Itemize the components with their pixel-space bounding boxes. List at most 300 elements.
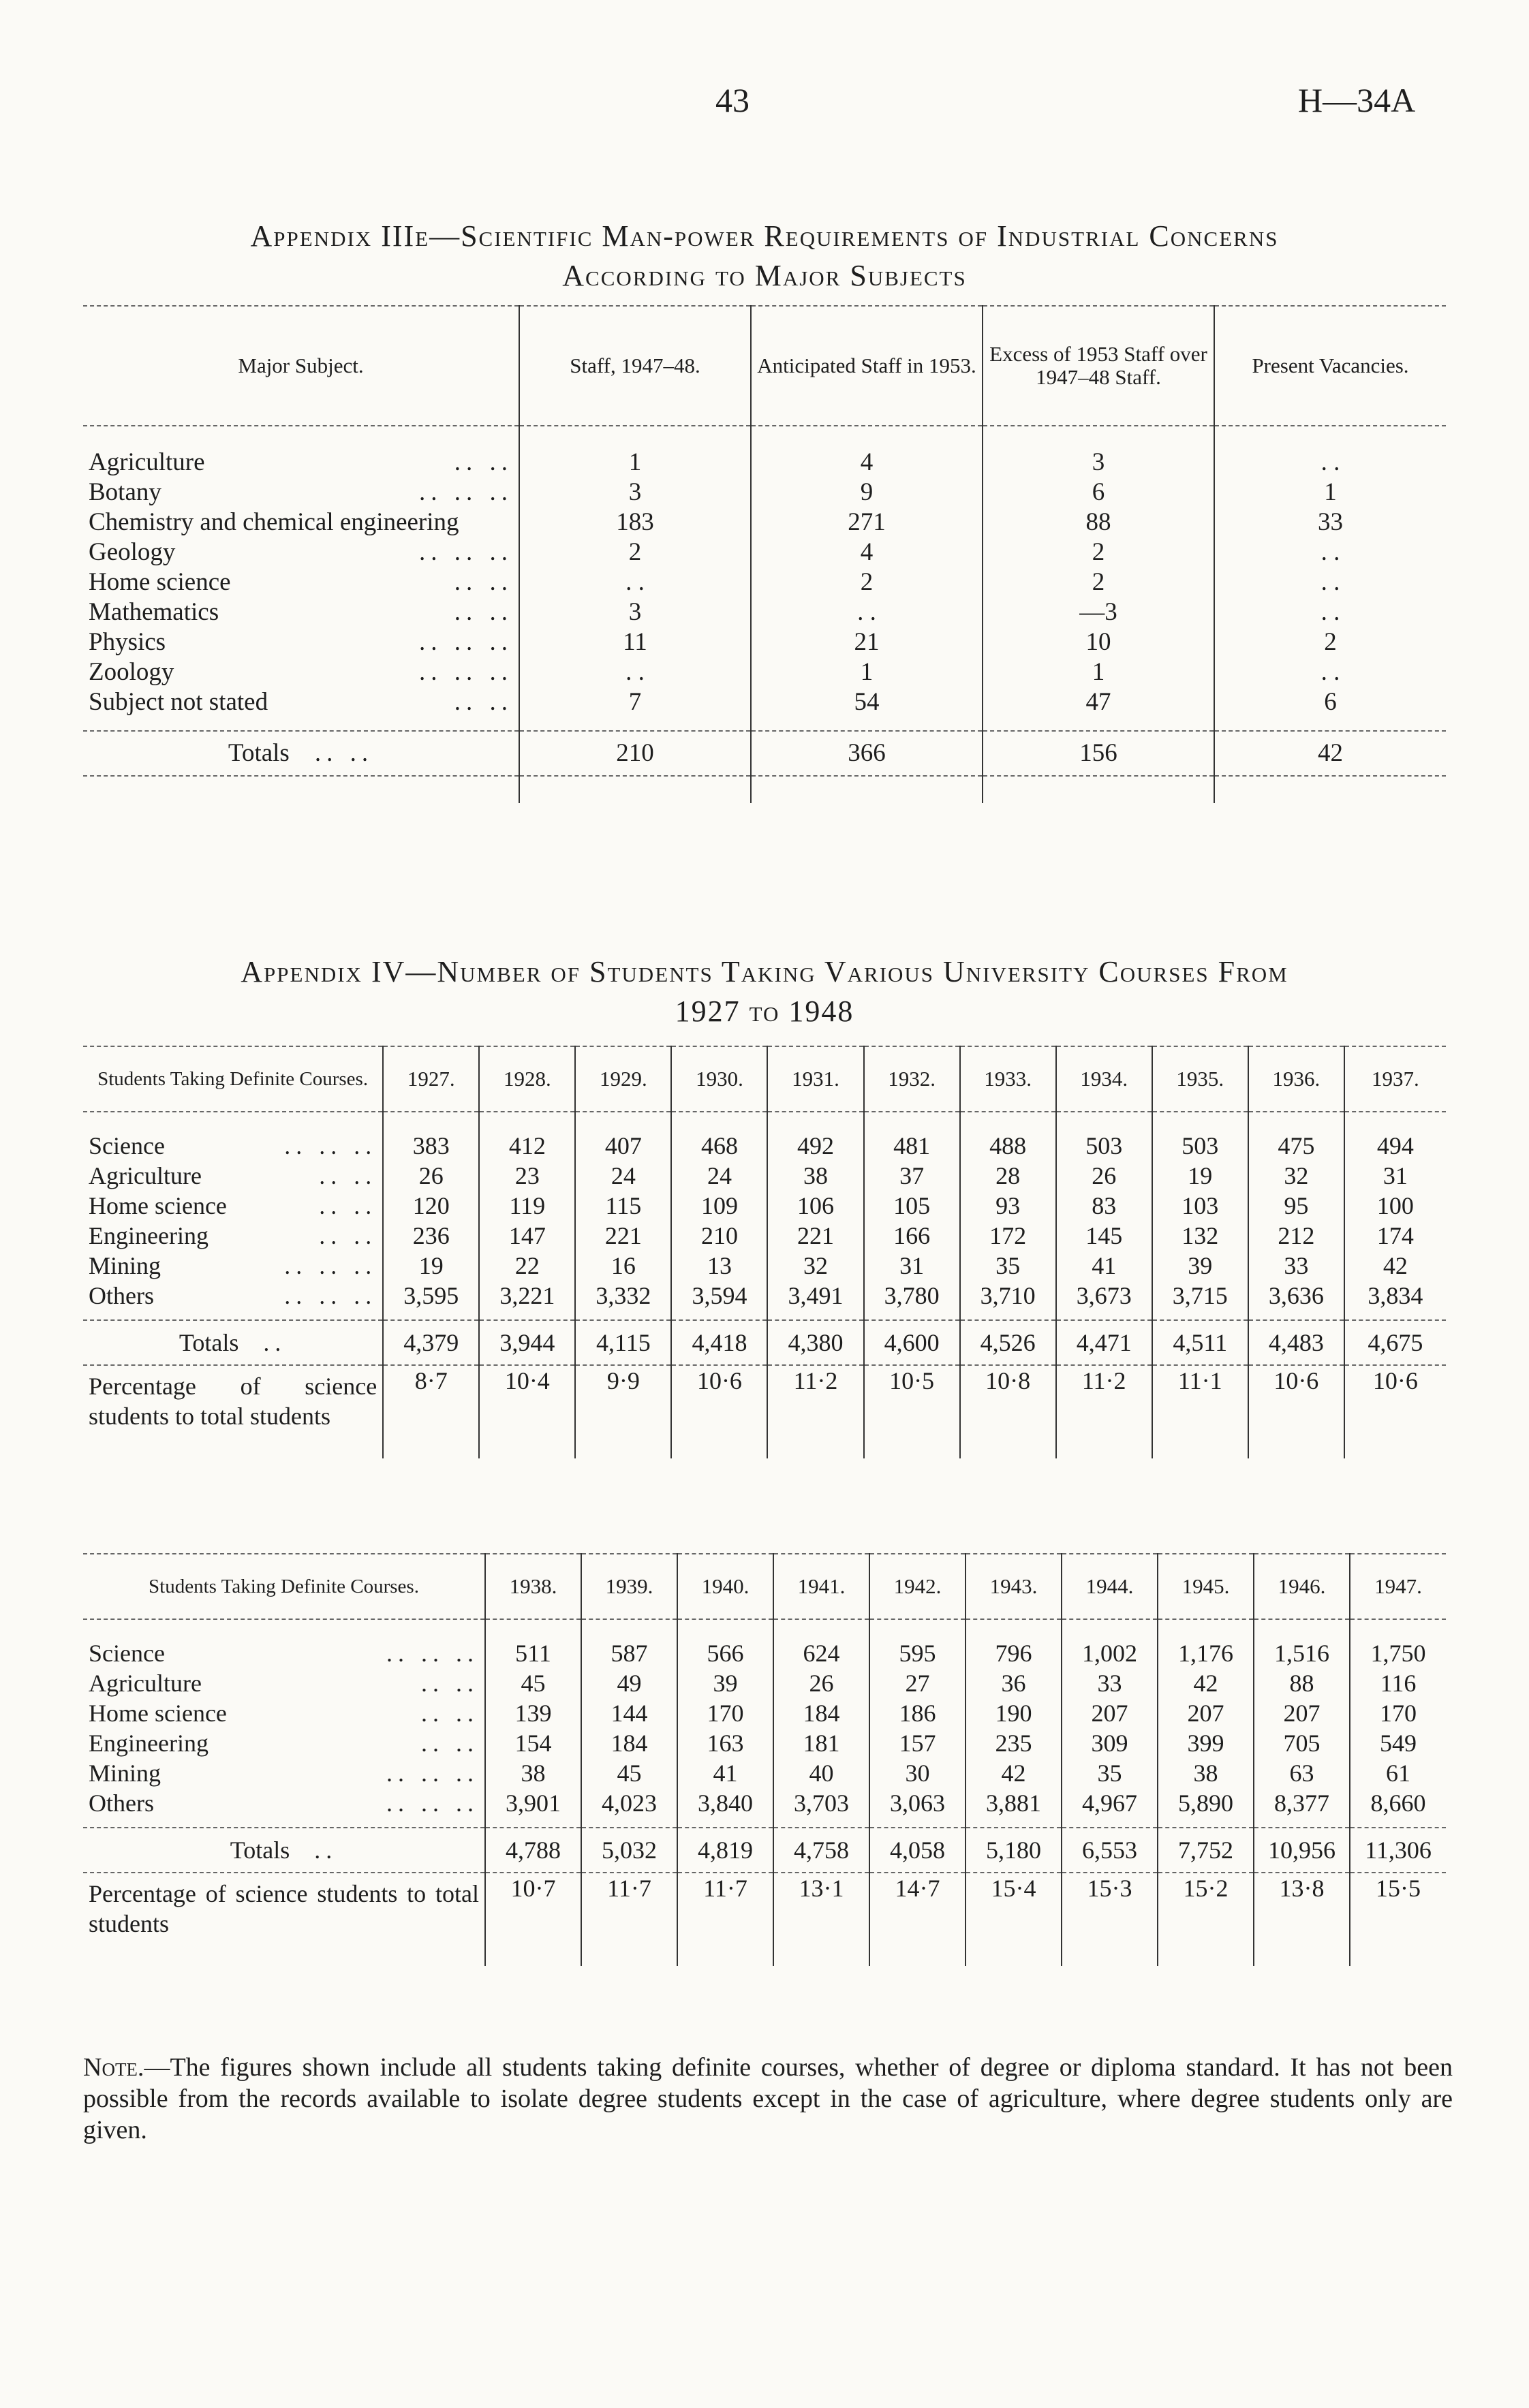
note-label: Note. — [83, 2053, 144, 2082]
cell: 183 — [519, 507, 751, 537]
table-row: Agriculture .. .. 26 23 24 24 38 37 28 26 19 32 31 — [83, 1161, 1446, 1191]
header-label: Students Taking Definite Courses. — [149, 1576, 419, 1597]
cell: 2 — [983, 567, 1214, 597]
cell: 106 — [767, 1191, 863, 1221]
cell: 10·8 — [960, 1365, 1056, 1431]
cell: 26 — [1056, 1161, 1152, 1191]
cell: 39 — [677, 1668, 773, 1698]
cell: 7,752 — [1158, 1828, 1254, 1873]
cell: 468 — [671, 1131, 767, 1161]
cell: 494 — [1344, 1131, 1446, 1161]
cell: 9·9 — [575, 1365, 671, 1431]
cell: 4,023 — [581, 1788, 677, 1818]
cell: 624 — [773, 1638, 869, 1668]
year-header: 1931. — [767, 1046, 863, 1112]
cell: 28 — [960, 1161, 1056, 1191]
cell: 4,526 — [960, 1320, 1056, 1365]
cell: 549 — [1350, 1728, 1446, 1758]
cell: 221 — [575, 1221, 671, 1251]
cell: 705 — [1254, 1728, 1350, 1758]
header-staff-1947: Staff, 1947–48. — [519, 306, 751, 426]
cell: 9 — [751, 478, 983, 507]
cell: 399 — [1158, 1728, 1254, 1758]
cell: 35 — [960, 1251, 1056, 1281]
cell: 4,058 — [869, 1828, 966, 1873]
cell: . . — [519, 657, 751, 687]
cell: 10·6 — [671, 1365, 767, 1431]
cell: 511 — [485, 1638, 581, 1668]
year-header-row — [83, 1554, 1446, 1619]
cell: 100 — [1344, 1191, 1446, 1221]
cell: 38 — [485, 1758, 581, 1788]
table-row: Agriculture .. .. 45 49 39 26 27 36 33 42 88 116 — [83, 1668, 1446, 1698]
row-label: Chemistry and chemical engineering — [89, 508, 459, 536]
cell: 154 — [485, 1728, 581, 1758]
cell: 210 — [519, 731, 751, 776]
cell: 1,516 — [1254, 1638, 1350, 1668]
cell: 3,780 — [864, 1281, 960, 1311]
row-label: Science — [89, 1640, 165, 1667]
table-row: Mining .. .. .. 38 45 41 40 30 42 35 38 63 61 — [83, 1758, 1446, 1788]
cell: 492 — [767, 1131, 863, 1161]
cell: 10·6 — [1248, 1365, 1344, 1431]
cell: 407 — [575, 1131, 671, 1161]
table-row: Home science .. .. 120 119 115 109 106 105 93 83 103 95 100 — [83, 1191, 1446, 1221]
cell: 16 — [575, 1251, 671, 1281]
cell: 2 — [751, 567, 983, 597]
cell: 10·7 — [485, 1873, 581, 1939]
cell: 5,032 — [581, 1828, 677, 1873]
cell: 271 — [751, 507, 983, 537]
year-header-row — [83, 1046, 1446, 1112]
cell: 19 — [1152, 1161, 1248, 1191]
cell: 212 — [1248, 1221, 1344, 1251]
cell: 115 — [575, 1191, 671, 1221]
cell: 1,750 — [1350, 1638, 1446, 1668]
cell: 3,901 — [485, 1788, 581, 1818]
cell: 139 — [485, 1698, 581, 1728]
cell: 2 — [983, 537, 1214, 567]
cell: 11·7 — [677, 1873, 773, 1939]
table-row: Mathematics .. .. 3 . . —3 . . — [83, 597, 1446, 627]
cell: 488 — [960, 1131, 1056, 1161]
header-label: Students Taking Definite Courses. — [97, 1068, 369, 1090]
cell: 595 — [869, 1638, 966, 1668]
cell: 109 — [671, 1191, 767, 1221]
cell: 4,967 — [1062, 1788, 1158, 1818]
cell: 210 — [671, 1221, 767, 1251]
cell: 8,377 — [1254, 1788, 1350, 1818]
row-label: Mining — [89, 1252, 161, 1279]
cell: 8·7 — [383, 1365, 479, 1431]
cell: 3,840 — [677, 1788, 773, 1818]
cell: 15·2 — [1158, 1873, 1254, 1939]
cell: 4,483 — [1248, 1320, 1344, 1365]
row-label: Zoology — [89, 658, 174, 686]
cell: 412 — [479, 1131, 575, 1161]
cell: 207 — [1158, 1698, 1254, 1728]
cell: 11 — [519, 627, 751, 657]
cell: 1 — [983, 657, 1214, 687]
row-label: Science — [89, 1132, 165, 1159]
cell: 503 — [1056, 1131, 1152, 1161]
totals-label: Totals — [230, 1836, 290, 1864]
cell: 13·1 — [773, 1873, 869, 1939]
cell: 24 — [575, 1161, 671, 1191]
cell: 11·1 — [1152, 1365, 1248, 1431]
year-header: 1930. — [671, 1046, 767, 1112]
year-header: 1929. — [575, 1046, 671, 1112]
cell: 10·6 — [1344, 1365, 1446, 1431]
table-row: Geology .. .. .. 2 4 2 . . — [83, 537, 1446, 567]
cell: 83 — [1056, 1191, 1152, 1221]
cell: 1 — [519, 448, 751, 478]
cell: 3,715 — [1152, 1281, 1248, 1311]
cell: 8,660 — [1350, 1788, 1446, 1818]
year-header: 1947. — [1350, 1554, 1446, 1619]
cell: 4,788 — [485, 1828, 581, 1873]
cell: 30 — [869, 1758, 966, 1788]
cell: 366 — [751, 731, 983, 776]
year-header: 1933. — [960, 1046, 1056, 1112]
cell: 6 — [983, 478, 1214, 507]
cell: 23 — [479, 1161, 575, 1191]
cell: 3,491 — [767, 1281, 863, 1311]
cell: 3,594 — [671, 1281, 767, 1311]
cell: 11,306 — [1350, 1828, 1446, 1873]
table-row: Science .. .. .. 511 587 566 624 595 796 1,002 1,176 1,516 1,750 — [83, 1638, 1446, 1668]
year-header: 1936. — [1248, 1046, 1344, 1112]
table-row: Engineering .. .. 154 184 163 181 157 235 309 399 705 549 — [83, 1728, 1446, 1758]
cell: 3,944 — [479, 1320, 575, 1365]
cell: 15·4 — [966, 1873, 1062, 1939]
cell: 45 — [581, 1758, 677, 1788]
cell: 3 — [983, 448, 1214, 478]
cell: 42 — [1214, 731, 1446, 776]
cell: 4,418 — [671, 1320, 767, 1365]
cell: 31 — [1344, 1161, 1446, 1191]
table-row: Agriculture .. .. 1 4 3 . . — [83, 448, 1446, 478]
table-row: Zoology .. .. .. . . 1 1 . . — [83, 657, 1446, 687]
cell: 170 — [1350, 1698, 1446, 1728]
cell: 19 — [383, 1251, 479, 1281]
row-label: Botany — [89, 478, 161, 506]
percentage-label: Percentage of science students to total students — [89, 1880, 479, 1937]
cell: 27 — [869, 1668, 966, 1698]
table-row: Engineering .. .. 236 147 221 210 221 166 172 145 132 212 174 — [83, 1221, 1446, 1251]
header-anticipated-1953: Anticipated Staff in 1953. — [751, 306, 983, 426]
cell: 5,890 — [1158, 1788, 1254, 1818]
cell: 5,180 — [966, 1828, 1062, 1873]
table-row: Botany .. .. .. 3 9 6 1 — [83, 478, 1446, 507]
cell: 4,600 — [864, 1320, 960, 1365]
table-row — [83, 507, 1446, 537]
cell: 45 — [485, 1668, 581, 1698]
cell: 13 — [671, 1251, 767, 1281]
appendix4-table-1927-1937 — [83, 1046, 1446, 1458]
cell: 105 — [864, 1191, 960, 1221]
cell: 40 — [773, 1758, 869, 1788]
cell: 3,703 — [773, 1788, 869, 1818]
row-label: Agriculture — [89, 1162, 202, 1189]
cell: 15·3 — [1062, 1873, 1158, 1939]
cell: 54 — [751, 687, 983, 717]
cell: 42 — [1158, 1668, 1254, 1698]
cell: 3,595 — [383, 1281, 479, 1311]
cell: 116 — [1350, 1668, 1446, 1698]
cell: 33 — [1214, 507, 1446, 537]
footnote — [83, 2052, 1453, 2146]
percentage-label: Percentage of science students to total students — [89, 1373, 377, 1430]
appendix3-title — [0, 217, 1529, 296]
cell: 47 — [983, 687, 1214, 717]
part1-body — [83, 1112, 1446, 1458]
cell: 184 — [773, 1698, 869, 1728]
cell: 2 — [1214, 627, 1446, 657]
appendix3-title-line2: According to Major Subjects — [562, 259, 967, 292]
page-number: 43 — [715, 81, 750, 119]
appendix4-title-line1: Appendix IV—Number of Students Taking Various University Courses From — [241, 955, 1288, 988]
row-label: Home science — [89, 1700, 227, 1727]
cell: 3 — [519, 597, 751, 627]
cell: 3,673 — [1056, 1281, 1152, 1311]
cell: 2 — [519, 537, 751, 567]
table-row: Physics .. .. .. 11 21 10 2 — [83, 627, 1446, 657]
cell: 221 — [767, 1221, 863, 1251]
cell: 6 — [1214, 687, 1446, 717]
row-label: Agriculture — [89, 448, 205, 476]
cell: 1 — [1214, 478, 1446, 507]
table-row: Home science .. .. 139 144 170 184 186 190 207 207 207 170 — [83, 1698, 1446, 1728]
cell: 383 — [383, 1131, 479, 1161]
year-header: 1940. — [677, 1554, 773, 1619]
cell: 11·7 — [581, 1873, 677, 1939]
year-header: 1934. — [1056, 1046, 1152, 1112]
cell: . . — [519, 567, 751, 597]
cell: 11·2 — [767, 1365, 863, 1431]
table-row: Subject not stated .. .. 7 54 47 6 — [83, 687, 1446, 717]
cell: . . — [1214, 657, 1446, 687]
cell: 4,819 — [677, 1828, 773, 1873]
cell: 207 — [1254, 1698, 1350, 1728]
part2-body — [83, 1619, 1446, 1966]
cell: 1,176 — [1158, 1638, 1254, 1668]
year-header: 1935. — [1152, 1046, 1248, 1112]
cell: 3,710 — [960, 1281, 1056, 1311]
cell: 26 — [383, 1161, 479, 1191]
cell: 4,115 — [575, 1320, 671, 1365]
cell: 36 — [966, 1668, 1062, 1698]
cell: 587 — [581, 1638, 677, 1668]
cell: 475 — [1248, 1131, 1344, 1161]
appendix4-table-1938-1947 — [83, 1553, 1446, 1966]
cell: 236 — [383, 1221, 479, 1251]
cell: 3,881 — [966, 1788, 1062, 1818]
cell: 503 — [1152, 1131, 1248, 1161]
cell: 120 — [383, 1191, 479, 1221]
cell: 190 — [966, 1698, 1062, 1728]
cell: 156 — [983, 731, 1214, 776]
totals-row: Totals .. 4,788 5,032 4,819 4,758 4,058 5,180 6,553 7,752 10,956 11,306 — [83, 1828, 1446, 1873]
cell: 21 — [751, 627, 983, 657]
cell: 95 — [1248, 1191, 1344, 1221]
year-header: 1941. — [773, 1554, 869, 1619]
table-row: Science .. .. .. 383 412 407 468 492 481 488 503 503 475 494 — [83, 1131, 1446, 1161]
table-row: Home science .. .. . . 2 2 . . — [83, 567, 1446, 597]
cell: 49 — [581, 1668, 677, 1698]
cell: 42 — [1344, 1251, 1446, 1281]
year-header: 1938. — [485, 1554, 581, 1619]
cell: 3,221 — [479, 1281, 575, 1311]
cell: 163 — [677, 1728, 773, 1758]
cell: 4,511 — [1152, 1320, 1248, 1365]
row-label: Mathematics — [89, 598, 219, 626]
cell: 14·7 — [869, 1873, 966, 1939]
year-header: 1945. — [1158, 1554, 1254, 1619]
cell: 181 — [773, 1728, 869, 1758]
cell: 24 — [671, 1161, 767, 1191]
cell: 147 — [479, 1221, 575, 1251]
cell: 166 — [864, 1221, 960, 1251]
appendix4-title — [0, 952, 1529, 1031]
cell: 10 — [983, 627, 1214, 657]
row-label: Mining — [89, 1760, 161, 1787]
cell: . . — [1214, 448, 1446, 478]
cell: 3,063 — [869, 1788, 966, 1818]
cell: 31 — [864, 1251, 960, 1281]
totals-label: Totals — [179, 1329, 239, 1356]
appendix3-title-line1: Appendix IIIe—Scientific Man-power Requirements of Industrial Concerns — [250, 219, 1279, 253]
cell: 33 — [1062, 1668, 1158, 1698]
cell: 170 — [677, 1698, 773, 1728]
cell: 6,553 — [1062, 1828, 1158, 1873]
percentage-row — [83, 1365, 1446, 1431]
header-vacancies: Present Vacancies. — [1214, 306, 1446, 426]
cell: 63 — [1254, 1758, 1350, 1788]
row-label: Engineering — [89, 1730, 208, 1757]
row-label: Home science — [89, 1192, 227, 1219]
header-major-subject: Major Subject. — [238, 354, 364, 377]
cell: 22 — [479, 1251, 575, 1281]
cell: 15·5 — [1350, 1873, 1446, 1939]
page-reference: H—34A — [1298, 81, 1416, 119]
row-label: Home science — [89, 568, 231, 596]
cell: 4 — [751, 448, 983, 478]
cell: 61 — [1350, 1758, 1446, 1788]
row-label: Others — [89, 1789, 154, 1817]
year-header: 1932. — [864, 1046, 960, 1112]
cell: 41 — [1056, 1251, 1152, 1281]
cell: 309 — [1062, 1728, 1158, 1758]
year-header: 1944. — [1062, 1554, 1158, 1619]
cell: 10,956 — [1254, 1828, 1350, 1873]
cell: 3,834 — [1344, 1281, 1446, 1311]
cell: 7 — [519, 687, 751, 717]
cell: 796 — [966, 1638, 1062, 1668]
cell: 93 — [960, 1191, 1056, 1221]
appendix3-table — [83, 305, 1446, 803]
cell: 207 — [1062, 1698, 1158, 1728]
year-header: 1927. — [383, 1046, 479, 1112]
cell: 145 — [1056, 1221, 1152, 1251]
cell: 174 — [1344, 1221, 1446, 1251]
cell: 172 — [960, 1221, 1056, 1251]
year-header: 1946. — [1254, 1554, 1350, 1619]
totals-label: Totals — [228, 739, 290, 767]
cell: 3,636 — [1248, 1281, 1344, 1311]
cell: . . — [1214, 567, 1446, 597]
cell: 10·5 — [864, 1365, 960, 1431]
row-label: Engineering — [89, 1222, 208, 1249]
cell: 1 — [751, 657, 983, 687]
note-text: —The figures shown include all students taking definite courses, whether of degree or diploma standard. It has not been possible from the records available to isolate degree students except in the case of agriculture, where degree students only are given. — [83, 2053, 1453, 2144]
cell: 144 — [581, 1698, 677, 1728]
cell: —3 — [983, 597, 1214, 627]
cell: 37 — [864, 1161, 960, 1191]
cell: 4,379 — [383, 1320, 479, 1365]
cell: 481 — [864, 1131, 960, 1161]
cell: 4,471 — [1056, 1320, 1152, 1365]
cell: 26 — [773, 1668, 869, 1698]
year-header: 1942. — [869, 1554, 966, 1619]
cell: 186 — [869, 1698, 966, 1728]
cell: 103 — [1152, 1191, 1248, 1221]
cell: . . — [1214, 537, 1446, 567]
cell: 132 — [1152, 1221, 1248, 1251]
cell: 11·2 — [1056, 1365, 1152, 1431]
cell: 41 — [677, 1758, 773, 1788]
cell: 32 — [1248, 1161, 1344, 1191]
cell: 88 — [983, 507, 1214, 537]
row-label: Physics — [89, 628, 166, 656]
cell: 13·8 — [1254, 1873, 1350, 1939]
cell: 3,332 — [575, 1281, 671, 1311]
cell: 33 — [1248, 1251, 1344, 1281]
cell: 38 — [1158, 1758, 1254, 1788]
row-label: Others — [89, 1282, 154, 1309]
cell: 3 — [519, 478, 751, 507]
cell: 157 — [869, 1728, 966, 1758]
cell: 10·4 — [479, 1365, 575, 1431]
year-header: 1928. — [479, 1046, 575, 1112]
year-header: 1943. — [966, 1554, 1062, 1619]
totals-row: Totals .. 4,379 3,944 4,115 4,418 4,380 4,600 4,526 4,471 4,511 4,483 4,675 — [83, 1320, 1446, 1365]
table-row: Mining .. .. .. 19 22 16 13 32 31 35 41 39 33 42 — [83, 1251, 1446, 1281]
cell: 119 — [479, 1191, 575, 1221]
cell: 38 — [767, 1161, 863, 1191]
header-excess: Excess of 1953 Staff over 1947–48 Staff. — [983, 306, 1214, 426]
cell: 88 — [1254, 1668, 1350, 1698]
cell: 42 — [966, 1758, 1062, 1788]
appendix4-title-line2: 1927 to 1948 — [675, 995, 854, 1028]
cell: . . — [751, 597, 983, 627]
cell: 1,002 — [1062, 1638, 1158, 1668]
cell: 39 — [1152, 1251, 1248, 1281]
table-row: Others .. .. .. 3,595 3,221 3,332 3,594 3,491 3,780 3,710 3,673 3,715 3,636 3,834 — [83, 1281, 1446, 1311]
cell: 4,675 — [1344, 1320, 1446, 1365]
table-row: Others .. .. .. 3,901 4,023 3,840 3,703 3,063 3,881 4,967 5,890 8,377 8,660 — [83, 1788, 1446, 1818]
cell: 184 — [581, 1728, 677, 1758]
cell: . . — [1214, 597, 1446, 627]
cell: 235 — [966, 1728, 1062, 1758]
row-label: Geology — [89, 538, 176, 566]
cell: 566 — [677, 1638, 773, 1668]
cell: 4,758 — [773, 1828, 869, 1873]
cell: 35 — [1062, 1758, 1158, 1788]
row-label: Subject not stated — [89, 688, 268, 716]
year-header: 1939. — [581, 1554, 677, 1619]
cell: 32 — [767, 1251, 863, 1281]
